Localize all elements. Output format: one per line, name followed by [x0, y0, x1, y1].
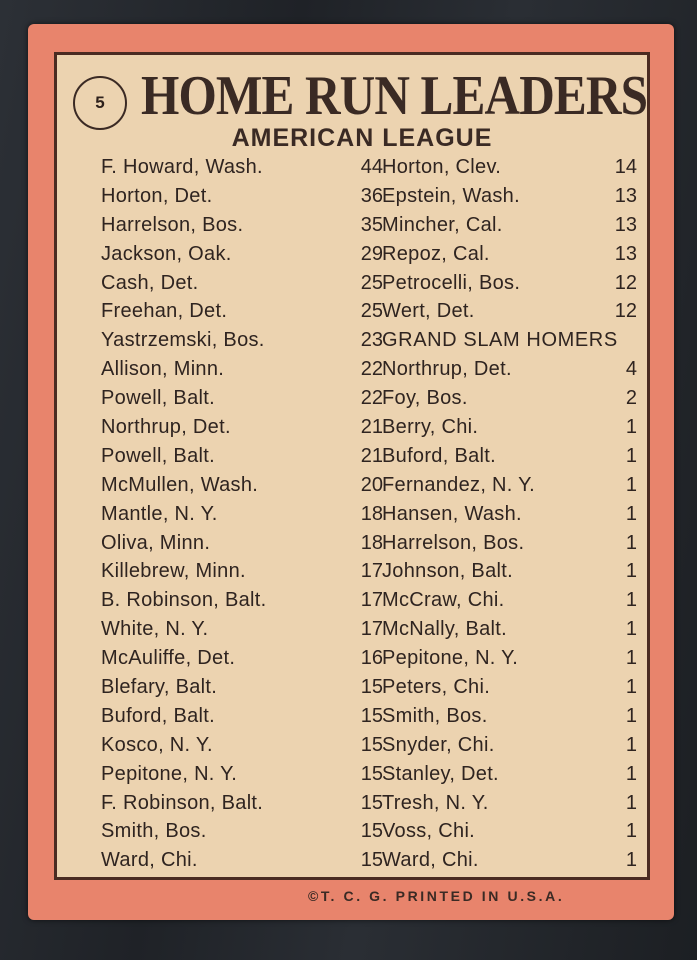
- player-name: Jackson, Oak.: [101, 242, 232, 265]
- list-item: [382, 355, 637, 384]
- player-name: Ward, Chi.: [382, 849, 479, 872]
- home-run-count: 21: [360, 444, 383, 467]
- home-run-count: 44: [360, 156, 383, 178]
- list-item: [382, 240, 637, 269]
- player-name: Snyder, Chi.: [382, 733, 495, 756]
- player-name: Northrup, Det.: [101, 416, 231, 439]
- player-name: Voss, Chi.: [382, 820, 476, 843]
- list-item: [382, 731, 637, 760]
- list-item: [101, 557, 383, 586]
- copyright-footer: ©T. C. G. PRINTED IN U.S.A.: [308, 888, 565, 904]
- list-item: [101, 153, 383, 182]
- home-run-count: 18: [360, 531, 383, 554]
- home-run-count: 1: [625, 849, 637, 872]
- list-item: [382, 702, 637, 731]
- home-run-count: 23: [360, 329, 383, 352]
- player-name: Harrelson, Bos.: [382, 531, 525, 554]
- player-name: Allison, Minn.: [101, 358, 225, 381]
- list-item: [101, 269, 383, 298]
- list-item: [382, 182, 637, 211]
- home-run-count: 4: [625, 358, 637, 381]
- player-name: Cash, Det.: [101, 271, 199, 294]
- player-name: Powell, Balt.: [101, 444, 215, 467]
- list-item: [101, 384, 383, 413]
- left-leader-list: [101, 153, 383, 875]
- player-name: Yastrzemski, Bos.: [101, 329, 265, 352]
- grand-slam-heading: GRAND SLAM HOMERS: [382, 329, 618, 352]
- home-run-count: 25: [360, 300, 383, 323]
- player-name: Pepitone, N. Y.: [382, 647, 519, 670]
- list-item: [101, 442, 383, 471]
- list-item: [101, 644, 383, 673]
- player-name: Pepitone, N. Y.: [101, 762, 238, 785]
- list-item: [101, 413, 383, 442]
- player-name: Blefary, Balt.: [101, 676, 218, 699]
- list-item: [382, 529, 637, 558]
- home-run-count: 15: [360, 704, 383, 727]
- card-title: HOME RUN LEADERS: [141, 65, 648, 127]
- home-run-count: 1: [625, 416, 637, 439]
- list-item: [101, 817, 383, 846]
- player-name: McNally, Balt.: [382, 618, 507, 641]
- list-item: [101, 297, 383, 326]
- list-item: [382, 760, 637, 789]
- list-item: [382, 846, 637, 875]
- player-name: Stanley, Det.: [382, 762, 499, 785]
- home-run-count: 1: [625, 531, 637, 554]
- home-run-count: 17: [360, 589, 383, 612]
- home-run-count: 13: [614, 184, 637, 207]
- player-name: Smith, Bos.: [382, 704, 488, 727]
- list-item: [101, 211, 383, 240]
- home-run-count: 1: [625, 676, 637, 699]
- player-name: Oliva, Minn.: [101, 531, 211, 554]
- player-name: Petrocelli, Bos.: [382, 271, 521, 294]
- home-run-count: 1: [625, 560, 637, 583]
- home-run-count: 15: [360, 820, 383, 843]
- home-run-count: 15: [360, 676, 383, 699]
- player-name: McCraw, Chi.: [382, 589, 505, 612]
- home-run-count: 25: [360, 271, 383, 294]
- home-run-count: 12: [614, 271, 637, 294]
- home-run-count: 14: [614, 156, 637, 178]
- player-name: Buford, Balt.: [101, 704, 215, 727]
- player-name: Kosco, N. Y.: [101, 733, 213, 756]
- home-run-count: 1: [625, 618, 637, 641]
- card-subtitle: AMERICAN LEAGUE: [231, 124, 493, 152]
- list-item: [382, 673, 637, 702]
- player-name: Johnson, Balt.: [382, 560, 513, 583]
- list-item: [101, 529, 383, 558]
- home-run-count: 15: [360, 849, 383, 872]
- home-run-count: 29: [360, 242, 383, 265]
- player-name: Horton, Clev.: [382, 156, 502, 178]
- home-run-count: 21: [360, 416, 383, 439]
- player-name: F. Howard, Wash.: [101, 156, 263, 178]
- player-name: Horton, Det.: [101, 184, 213, 207]
- player-name: Wert, Det.: [382, 300, 475, 323]
- player-name: Tresh, N. Y.: [382, 791, 489, 814]
- list-item: [382, 413, 637, 442]
- home-run-count: 13: [614, 242, 637, 265]
- list-item: [101, 500, 383, 529]
- card-back-panel: [54, 52, 650, 880]
- player-name: Fernandez, N. Y.: [382, 473, 536, 496]
- player-name: Repoz, Cal.: [382, 242, 490, 265]
- player-name: Peters, Chi.: [382, 676, 491, 699]
- player-name: F. Robinson, Balt.: [101, 791, 264, 814]
- home-run-count: 1: [625, 589, 637, 612]
- home-run-count: 12: [614, 300, 637, 323]
- list-item: [101, 702, 383, 731]
- list-item: [101, 355, 383, 384]
- home-run-count: 1: [625, 473, 637, 496]
- home-run-count: 17: [360, 560, 383, 583]
- list-item: [101, 182, 383, 211]
- home-run-count: 20: [360, 473, 383, 496]
- list-item: [382, 817, 637, 846]
- home-run-count: 36: [360, 184, 383, 207]
- home-run-count: 18: [360, 502, 383, 525]
- list-item: [382, 269, 637, 298]
- home-run-count: 1: [625, 647, 637, 670]
- player-name: Foy, Bos.: [382, 387, 468, 410]
- player-name: Smith, Bos.: [101, 820, 207, 843]
- list-item: [382, 442, 637, 471]
- home-run-count: 13: [614, 213, 637, 236]
- player-name: Harrelson, Bos.: [101, 213, 244, 236]
- home-run-count: 15: [360, 791, 383, 814]
- list-item: [382, 500, 637, 529]
- list-item: [382, 644, 637, 673]
- home-run-count: 1: [625, 444, 637, 467]
- list-item: [382, 297, 637, 326]
- player-name: Powell, Balt.: [101, 387, 215, 410]
- player-name: McAuliffe, Det.: [101, 647, 236, 670]
- baseball-card: [28, 24, 674, 920]
- home-run-count: 15: [360, 733, 383, 756]
- card-number-badge: [73, 76, 127, 130]
- list-item: [382, 211, 637, 240]
- list-item: [101, 673, 383, 702]
- list-item: [101, 760, 383, 789]
- player-name: B. Robinson, Balt.: [101, 589, 267, 612]
- home-run-count: 1: [625, 733, 637, 756]
- list-item: [101, 240, 383, 269]
- home-run-count: 1: [625, 762, 637, 785]
- home-run-count: 1: [625, 820, 637, 843]
- player-name: Ward, Chi.: [101, 849, 198, 872]
- list-item: [382, 789, 637, 818]
- home-run-count: 1: [625, 502, 637, 525]
- player-name: White, N. Y.: [101, 618, 209, 641]
- card-number: 5: [95, 93, 105, 112]
- home-run-count: 35: [360, 213, 383, 236]
- player-name: Mincher, Cal.: [382, 213, 503, 236]
- home-run-count: 1: [625, 704, 637, 727]
- list-item: [101, 326, 383, 355]
- right-leader-list: [382, 153, 637, 875]
- player-name: Northrup, Det.: [382, 358, 512, 381]
- list-item: [382, 557, 637, 586]
- list-item: [382, 153, 637, 182]
- list-item: [101, 615, 383, 644]
- player-name: Killebrew, Minn.: [101, 560, 246, 583]
- player-name: Freehan, Det.: [101, 300, 228, 323]
- home-run-count: 17: [360, 618, 383, 641]
- player-name: Hansen, Wash.: [382, 502, 522, 525]
- player-name: McMullen, Wash.: [101, 473, 259, 496]
- home-run-count: 2: [625, 387, 637, 410]
- home-run-count: 22: [360, 358, 383, 381]
- home-run-count: 16: [360, 647, 383, 670]
- player-name: Berry, Chi.: [382, 416, 479, 439]
- list-item: [101, 789, 383, 818]
- list-item: [382, 384, 637, 413]
- list-item: [382, 615, 637, 644]
- list-item: [101, 586, 383, 615]
- home-run-count: 15: [360, 762, 383, 785]
- home-run-count: 22: [360, 387, 383, 410]
- list-item: [382, 471, 637, 500]
- list-item: [382, 586, 637, 615]
- player-name: Epstein, Wash.: [382, 184, 520, 207]
- home-run-count: 1: [625, 791, 637, 814]
- list-item: [101, 731, 383, 760]
- player-name: Mantle, N. Y.: [101, 502, 218, 525]
- list-item: [101, 471, 383, 500]
- player-name: Buford, Balt.: [382, 444, 496, 467]
- list-item: [101, 846, 383, 875]
